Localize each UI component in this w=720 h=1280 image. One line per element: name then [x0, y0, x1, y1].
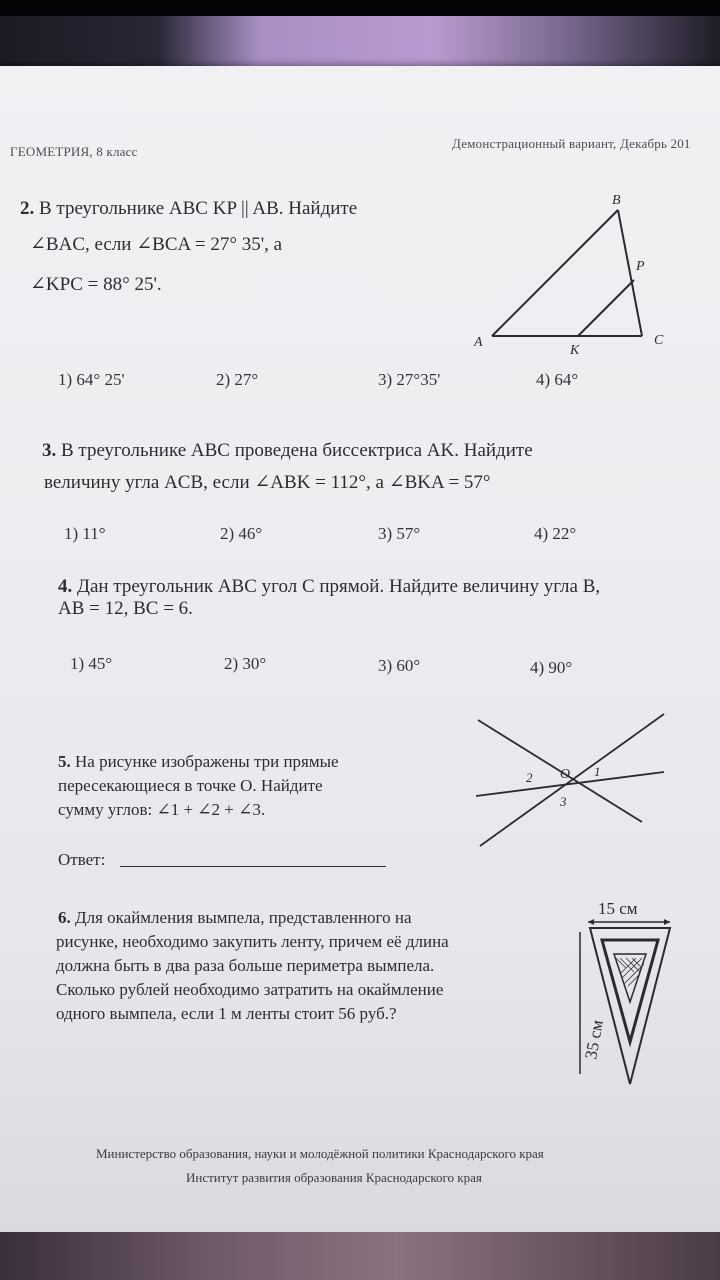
q6-line5: одного вымпела, если 1 м ленты стоит 56 руб.? [56, 1004, 397, 1023]
q3-option-3[interactable]: 3) 57° [378, 524, 421, 543]
header-variant: Демонстрационный вариант, Декабрь 201 [452, 136, 691, 151]
label-a: A [474, 335, 483, 350]
q2-line2: ∠BAC, если ∠BCA = 27° 35', а [30, 234, 283, 255]
status-bar [0, 0, 720, 16]
q4-line2: AB = 12, BC = 6. [58, 598, 193, 619]
arrow-left-icon [588, 919, 594, 925]
q6-line3: должна быть в два раза больше периметра вымпела. [56, 956, 435, 975]
dim-side-label: 35 см [581, 1018, 607, 1061]
q3-line1 [42, 438, 533, 464]
q6-line1 [58, 906, 412, 930]
label-o: O [560, 767, 571, 782]
q5-line1 [58, 750, 339, 774]
q6-text-1: Для окаймления вымпела, представленного на [75, 908, 412, 927]
q2-triangle-figure [470, 193, 690, 358]
arrow-right-icon [664, 919, 670, 925]
label-b: B [612, 193, 621, 208]
q5-answer-label: Ответ: [58, 850, 106, 869]
label-p: P [636, 259, 645, 274]
dim-top-label: 15 см [598, 899, 638, 918]
label-k: K [570, 343, 580, 358]
q2-line3: ∠KPC = 88° 25'. [30, 274, 162, 295]
q3-text-1: В треугольнике ABC проведена биссектриса AK. Найдите [61, 440, 533, 461]
q4-option-1[interactable]: 1) 45° [70, 654, 113, 673]
q2-line1 [20, 196, 357, 222]
q4-text-1: Дан треугольник ABC угол C прямой. Найдите величину угла B, [77, 576, 601, 597]
q5-answer-field[interactable] [120, 866, 386, 867]
q5-lines-figure [470, 706, 670, 856]
footer-ministry: Министерство образования, науки и молодёжной политики Краснодарского края [96, 1146, 544, 1161]
q3-option-4[interactable]: 4) 22° [534, 524, 577, 543]
q3-option-1[interactable]: 1) 11° [64, 524, 106, 543]
segment-kp [578, 280, 634, 336]
q5-number: 5. [58, 752, 71, 771]
pennant-middle [602, 940, 658, 1042]
footer-institute: Институт развития образования Краснодарского края [186, 1170, 482, 1185]
q2-option-1[interactable]: 1) 64° 25' [58, 370, 125, 389]
q5-text-1: На рисунке изображены три прямые [75, 752, 339, 771]
label-angle-3: 3 [560, 794, 567, 809]
q3-line2: величину угла ACB, если ∠ABK = 112°, а ∠BKA = 57° [44, 472, 491, 493]
q3-number: 3. [42, 440, 57, 461]
q4-number: 4. [58, 576, 73, 597]
q2-option-4[interactable]: 4) 64° [536, 370, 579, 389]
q6-line2: рисунке, необходимо закупить ленту, причем её длина [56, 932, 449, 951]
q2-number: 2. [20, 198, 35, 219]
q6-number: 6. [58, 908, 71, 927]
q6-line4: Сколько рублей необходимо затратить на окаймление [56, 980, 444, 999]
label-angle-1: 1 [594, 764, 601, 779]
q4-option-3[interactable]: 3) 60° [378, 656, 421, 675]
q6-pennant-figure [570, 892, 690, 1092]
q4-option-4[interactable]: 4) 90° [530, 658, 573, 677]
q5-line2: пересекающиеся в точке О. Найдите [58, 776, 323, 795]
q2-option-2[interactable]: 2) 27° [216, 370, 259, 389]
line-3 [480, 714, 664, 846]
label-angle-2: 2 [526, 770, 533, 785]
q4-option-2[interactable]: 2) 30° [224, 654, 267, 673]
q2-option-3[interactable]: 3) 27°35' [378, 370, 441, 389]
q5-line3: сумму углов: ∠1 + ∠2 + ∠3. [58, 800, 266, 819]
pennant-outer [590, 928, 670, 1084]
worksheet-page [0, 66, 720, 1236]
side-ab [492, 210, 618, 336]
label-c: C [654, 333, 664, 348]
header-subject: ГЕОМЕТРИЯ, 8 класс [10, 144, 138, 159]
background-fabric [0, 16, 720, 72]
background-bottom [0, 1232, 720, 1280]
q2-text-1: В треугольнике ABC KP || AB. Найдите [39, 198, 358, 219]
q3-option-2[interactable]: 2) 46° [220, 524, 263, 543]
